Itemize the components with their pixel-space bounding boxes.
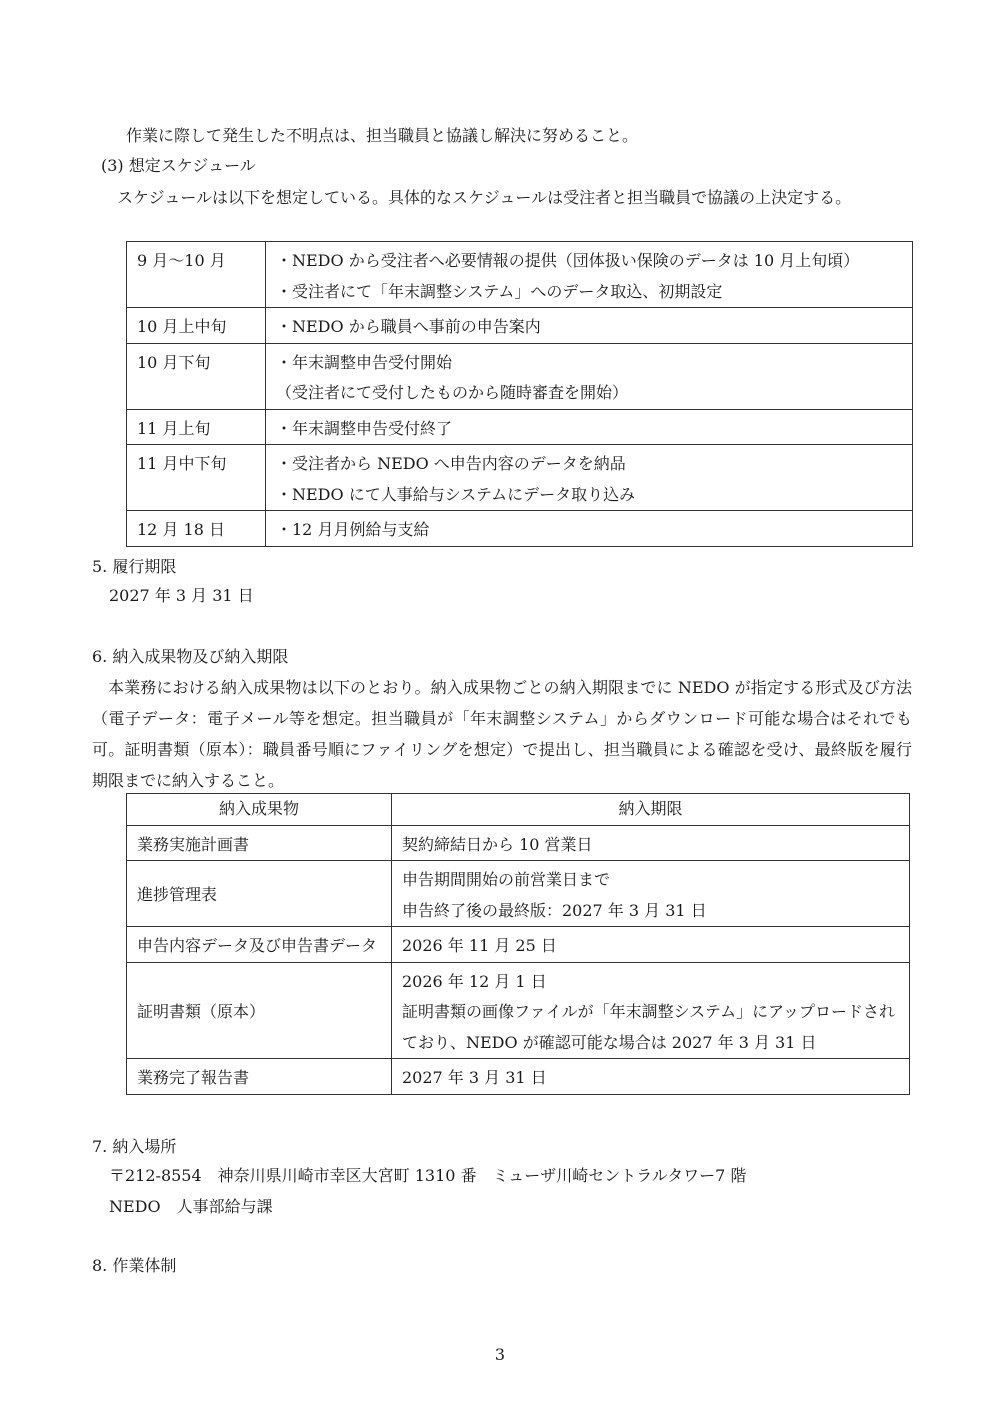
task-line: ・12 月月例給与支給: [276, 520, 430, 539]
schedule-heading: (3) 想定スケジュール: [101, 156, 256, 175]
task-cell: [266, 308, 913, 344]
period-cell: 11 月上旬: [127, 409, 266, 445]
schedule-table: [126, 241, 913, 547]
table-row: [127, 343, 913, 409]
deadline-cell: [392, 1059, 910, 1095]
deadline-cell: [392, 861, 910, 927]
task-line: ・年末調整申告受付終了: [276, 418, 453, 438]
deliverable-cell: 証明書類（原本）: [127, 962, 392, 1059]
period-cell: 11 月中下旬: [127, 445, 266, 511]
table-row: [127, 308, 913, 344]
task-cell: [266, 445, 913, 511]
schedule-description: スケジュールは以下を想定している。具体的なスケジュールは受注者と担当職員で協議の上決定する。: [117, 188, 852, 207]
column-header: 納入成果物: [127, 794, 392, 826]
deliverable-cell: 業務完了報告書: [127, 1059, 392, 1095]
task-line: （受注者にて受付したものから随時審査を開始）: [276, 383, 629, 402]
task-cell: [266, 511, 913, 547]
section5-date: 2027 年 3 月 31 日: [109, 586, 254, 605]
intro-text: 作業に際して発生した不明点は、担当職員と協議し解決に努めること。: [126, 126, 639, 145]
section7-address: 〒212-8554 神奈川県川崎市幸区大宮町 1310 番 ミューザ川崎セントラルタワー7 階: [109, 1166, 747, 1185]
section5-heading: 5. 履行期限: [92, 557, 177, 576]
table-row: [127, 1059, 910, 1095]
deadline-line: 契約締結日から 10 営業日: [402, 834, 593, 854]
deliverable-cell: 進捗管理表: [127, 861, 392, 927]
period-cell: 9 月〜10 月: [127, 242, 266, 308]
table-row: [127, 825, 910, 861]
table-row: [127, 861, 910, 927]
task-line: ・NEDO から職員へ事前の申告案内: [276, 317, 541, 336]
task-cell: [266, 242, 913, 308]
task-line: ・NEDO から受注者へ必要情報の提供（団体扱い保険のデータは 10 月上旬頃）: [276, 251, 860, 270]
task-cell: [266, 409, 913, 445]
deadline-line: 申告期間開始の前営業日まで: [402, 870, 611, 889]
section8-heading: 8. 作業体制: [92, 1256, 177, 1275]
section6-heading: 6. 納入成果物及び納入期限: [92, 647, 289, 666]
task-line: ・受注者にて「年末調整システム」へのデータ取込、初期設定: [276, 281, 723, 301]
page-number: 3: [494, 1345, 506, 1364]
deadline-cell: [392, 962, 910, 1059]
table-header-row: [127, 794, 910, 826]
task-line: ・年末調整申告受付開始: [276, 352, 453, 372]
deliverables-table: [126, 793, 910, 1095]
task-line: ・受注者から NEDO へ申告内容のデータを納品: [276, 454, 626, 473]
deliverable-cell: 業務実施計画書: [127, 825, 392, 861]
deliverable-cell: 申告内容データ及び申告書データ: [127, 927, 392, 963]
deadline-line: 申告終了後の最終版：2027 年 3 月 31 日: [402, 900, 707, 920]
deadline-line: 証明書類の画像ファイルが「年末調整システム」にアップロードされており、NEDO が確認可能な場合は 2027 年 3 月 31 日: [402, 1002, 895, 1052]
deadline-line: 2026 年 12 月 1 日: [402, 971, 547, 991]
table-row: [127, 409, 913, 445]
deadline-line: 2027 年 3 月 31 日: [402, 1068, 547, 1087]
table-row: [127, 927, 910, 963]
period-cell: 10 月下旬: [127, 343, 266, 409]
deadline-line: 2026 年 11 月 25 日: [402, 936, 557, 955]
table-row: [127, 242, 913, 308]
section6-paragraph: 本業務における納入成果物は以下のとおり。納入成果物ごとの納入期限までに NEDO が指定する形式及び方法（電子データ：電子メール等を想定。担当職員が「年末調整システム」からダウンロード可能な場合はそれでも可。証明書類（原本）：職員番号順にファイリングを想定）で提出し、担当職員による確認を受け、最終版を履行期限までに納入すること。: [92, 678, 912, 790]
deadline-cell: [392, 825, 910, 861]
table-row: [127, 511, 913, 547]
table-row: [127, 962, 910, 1059]
column-header: 納入期限: [392, 794, 910, 826]
section7-heading: 7. 納入場所: [92, 1137, 177, 1156]
deadline-cell: [392, 927, 910, 963]
task-cell: [266, 343, 913, 409]
period-cell: 10 月上中旬: [127, 308, 266, 344]
section7-office: NEDO 人事部給与課: [109, 1197, 273, 1216]
period-cell: 12 月 18 日: [127, 511, 266, 547]
task-line: ・NEDO にて人事給与システムにデータ取り込み: [276, 484, 636, 504]
table-row: [127, 445, 913, 511]
